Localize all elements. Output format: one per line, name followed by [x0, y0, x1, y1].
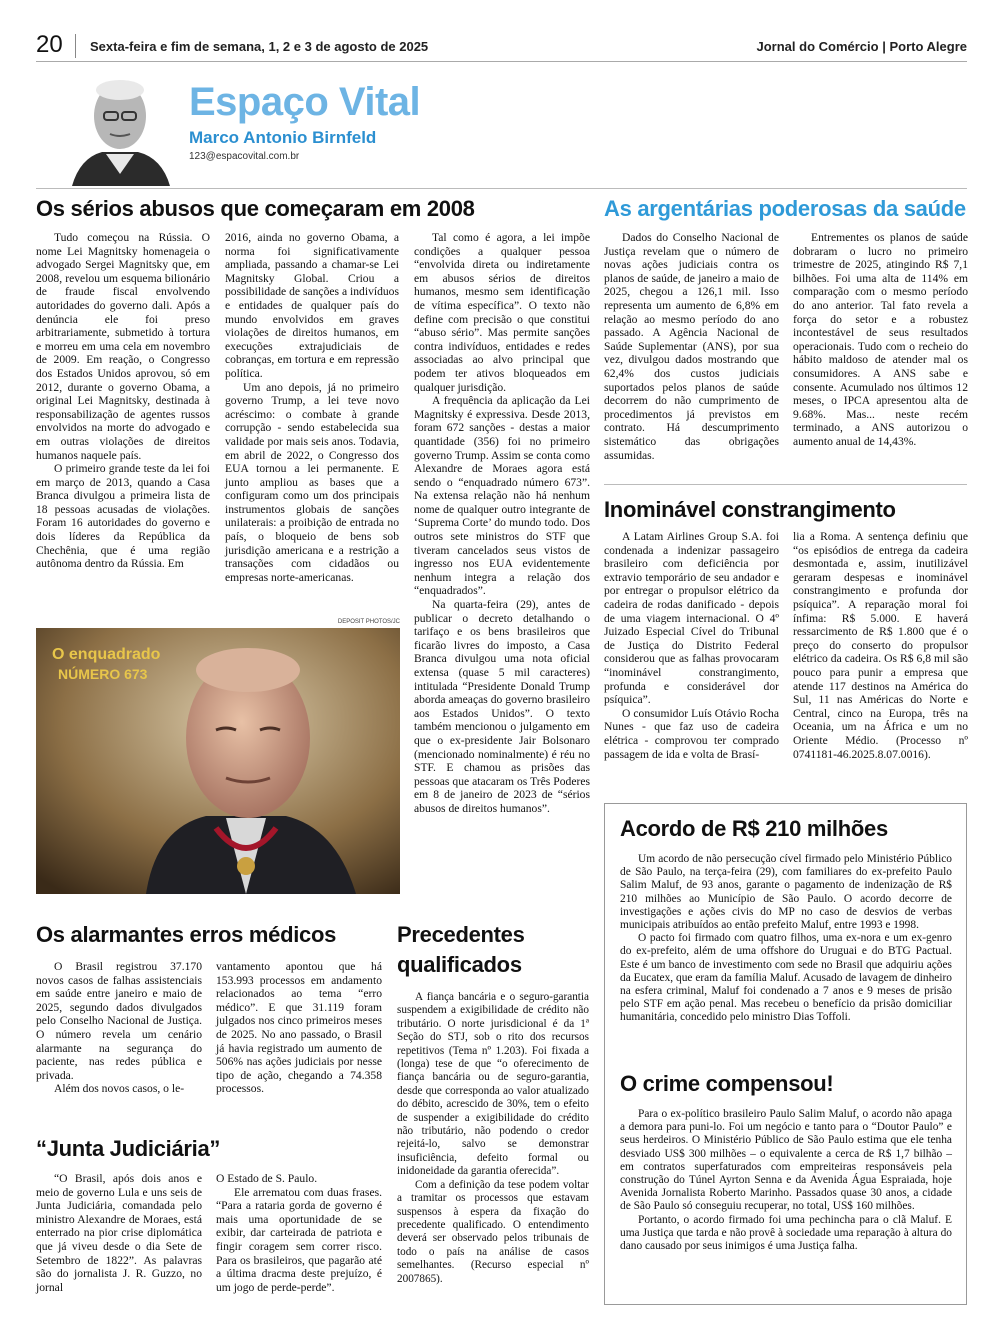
publication-name: Jornal do Comércio | Porto Alegre: [756, 39, 967, 54]
headline-unspeakable-embarrassment: Inominável constrangimento: [604, 497, 896, 522]
photo-credit: DEPOSIT PHOTOS/JC: [337, 619, 400, 625]
paragraph: Um ano depois, já no primeiro governo Trump, a lei teve novo acréscimo: o combate à grande corrupção - sendo estabelecida sua validade por mais seis anos. Todavia, em abril de 2022, o Congresso dos EUA tornou a lei permanente. E junto ampliou as bases que a configuram como um dos principais instrumentos globais de sanções unilaterais: a proibição de entrada no país, o bloqueio de bens sob jurisdição americana e a restrição a transações com cidadãos ou empresas norte-americanas.: [225, 380, 399, 584]
paragraph: 2016, ainda no governo Obama, a norma foi significativamente ampliada, passando a chamar-se Lei Magnitsky Global. Criou a possibilidade de sanções a indivíduos e entidades de qualquer país do mundo envolvidos em graves violações de direitos humanos, em execuções extrajudiciais de cobranças, em tortura e em repressão política.: [225, 231, 399, 380]
paragraph: O primeiro grande teste da lei foi em março de 2013, quando a Casa Branca divulgou a primeira lista de 18 pessoas acusadas de violações. Foram 16 autoridades do governo e dois líderes da República da Chechênia, que é uma região autônoma dentro da Rússia. Em: [36, 462, 210, 571]
paragraph: O pacto foi firmado com quatro filhos, uma ex-nora e um ex-genro do ex-prefeito, além de uma offshore do Uruguai e do BTG Pactual. Este é um banco de investimento com sede no Brasil que adquiriu ações da Eucatex, que eram da família Maluf. Acusado de lavagem de dinheiro na esfera criminal, Maluf foi condenado a 7 anos e 9 meses de prisão pelo STF em ação penal. Mas recebeu o benefício da prisão domiciliar humanitária, concedido pelo ministro Dias Toffoli.: [620, 932, 952, 1024]
paragraph: Tal como é agora, a lei impõe condições a qualquer pessoa “envolvida direta ou indiretamente em abusos sérios de direitos humanos, mesmo sem identificação de vítima específica”. O texto não define com precisão o que constitui “abuso sério”. Mas permite sanções contra indivíduos, entidades e redes associadas ao alvo principal que podem ter ativos bloqueados em qualquer jurisdição.: [414, 231, 590, 394]
portrait-photo: [36, 628, 400, 894]
article2-column1: [604, 231, 779, 462]
article8-body: [397, 991, 589, 1286]
article6-column1: [36, 960, 202, 1096]
article4-body: [620, 853, 952, 1025]
photo-caption-line2: NÚMERO 673: [58, 666, 148, 682]
paragraph: vantamento apontou que há 153.993 processos em andamento relacionados ao tema “erro médico”. E que 31.119 foram julgados nos cinco primeiros meses de 2025. No ano passado, o Brasil já havia registrado um aumento de 506% nas ações judiciais por nesse tipo de ação, chegando a 74.358 processos.: [216, 960, 382, 1096]
article7-column1: [36, 1172, 202, 1294]
paragraph: A fiança bancária e o seguro-garantia suspendem a exigibilidade de crédito não tributário. O norte jurisdicional é da 1ª Seção do STJ, sob o rito dos recursos repetitivos (Tema nº 1.203). Foi fixada a (longa) tese de que “o oferecimento de fiança bancária ou de seguro-garantia, desde que corresponda ao valor atualizado do débito, acrescido de 30%, tem o efeito de suspender a exigibilidade do crédito não tributário, não podendo o credor rejeitá-lo, salvo se demonstrar insuficiência, defeito formal ou inidoneidade da garantia oferecida”.: [397, 991, 589, 1178]
article1-column3: [414, 231, 590, 816]
paragraph: Com a definição da tese podem voltar a tramitar os processos que estavam suspensos à espera da fixação do precedente qualificado. O entendimento deverá ser observado pelos tribunais de todo o país na análise de casos semelhantes. (Recurso especial nº 2007865).: [397, 1178, 589, 1285]
paragraph: O consumidor Luís Otávio Rocha Nunes - que faz uso de cadeira elétrica - comprovou ter comprado passagem de ida e volta de Brasí-: [604, 706, 779, 761]
column-title: Espaço Vital: [189, 80, 421, 124]
paragraph: Tudo começou na Rússia. O nome Lei Magnitsky homenageia o advogado Sergei Magnitsky que, em 2008, revelou um esquema bilionário de fraude fiscal envolvendo autoridades do governo dali. Após a denúncia ele foi preso arbitrariamente, submetido à tortura e morreu em uma cela em novembro de 2009. Em reação, o Congresso dos Estados Unidos aprovou, só em 2012, durante o governo Obama, a original Lei Magnitsky, destinada à responsabilização de agentes russos envolvidos na morte do advogado e em outras violações de direitos humanos naquele país.: [36, 231, 210, 462]
paragraph: Para o ex-político brasileiro Paulo Salim Maluf, o acordo não apaga a demora para puni-lo. Foi um negócio e tanto para o “Doutor Paulo” e seus herdeiros. O Ministério Público de São Paulo estima que ele tenha desviado US$ 300 milhões – o equivalente a cerca de R$ 1,7 bilhão – em contratos superfaturados com empreiteiras responsáveis pela construção do Túnel Ayrton Senna e da Avenida Água Espraiada, hoje Avenida Jornalista Roberto Marinho. Passados quase 30 anos, a cidade de São Paulo só conseguiu recuperar, no total, US$ 160 milhões.: [620, 1108, 952, 1213]
paragraph: Além dos novos casos, o le-: [54, 1082, 185, 1096]
paragraph: Na quarta-feira (29), antes de publicar o decreto detalhando o tarifaço e os bens brasileiros que ficarão livres do imposto, a Casa Branca divulgou uma nota oficial extensa (quase 5 mil caracteres) intitulada “Presidente Donald Trump aborda ameaças do governo brasileiro aos Estados Unidos”. O texto também mencionou o julgamento em que o ex-presidente Jair Bolsonaro (mencionado nominalmente) é réu no STF. E chamou as prisões das pessoas que atacaram os Três Poderes em 8 de janeiro de 2023 de “sérios abusos de direitos humanos”.: [414, 598, 590, 815]
headline-medical-errors: Os alarmantes erros médicos: [36, 922, 337, 947]
article3-column2: [793, 530, 968, 761]
headline-crime-paid-off: O crime compensou!: [620, 1071, 834, 1096]
column-author: Marco Antonio Birnfeld: [189, 128, 377, 147]
paragraph: Portanto, o acordo firmado foi uma pechincha para o clã Maluf. E uma Justiça que tarda e não provê à sociedade uma reparação à altura do dano causado por seus inimigos é uma Justiça falha.: [620, 1213, 952, 1253]
headline-agreement: Acordo de R$ 210 milhões: [620, 816, 888, 841]
section-rule: [36, 188, 967, 189]
headline-qualified-precedents-line1: Precedentes: [397, 922, 525, 947]
paragraph: O Estado de S. Paulo.: [216, 1172, 318, 1185]
paragraph: Entrementes os planos de saúde dobraram o lucro no primeiro trimestre de 2025, atingindo R$ 7,1 bilhões. Foi uma alta de 114% em comparação com o mesmo período do ano anterior. Tal fato revela a força do setor e a robustez incontestável de seus resultados operacionais. Tudo com o recheio do hábito maldoso de atender mal os consumidores. A ANS sabe e consente. Acumulado nos últimos 12 meses, o IPCA apresentou alta de 9.68%. Mas... neste recém terminado, a ANS autorizou o aumento anual de 14,43%.: [793, 231, 968, 448]
headline-judicial-junta: “Junta Judiciária”: [36, 1136, 221, 1161]
photo-caption-line1: O enquadrado: [52, 646, 161, 663]
article1-column2: [225, 231, 399, 584]
edition-date: Sexta-feira e fim de semana, 1, 2 e 3 de agosto de 2025: [90, 39, 429, 54]
header-rule: [36, 61, 967, 62]
paragraph: Um acordo de não persecução cível firmado pelo Ministério Público de São Paulo, na terça-feira (29), com familiares do ex-prefeito Paulo Salim Maluf, de 93 anos, garante o pagamento de indenização de R$ 210 milhões ao Município de São Paulo. O acordo decorre de investigações e ações civis do MP no caso de desvios de verbas municipais atribuídos ao então prefeito Maluf, entre 1993 e 1998.: [620, 853, 952, 932]
section-rule: [604, 484, 967, 485]
paragraph: lia a Roma. A sentença definiu que “os episódios de entrega da cadeira desmontada e, assim, inutilizável geraram despesas e inominável constrangimento e profunda dor psíquica”. A reparação moral foi ínfima: R$ 5.000. E haverá ressarcimento de R$ 1.800 que é o preço do conserto do propulsor elétrico da cadeira. Os R$ 6,8 mil são pouco para punir a empresa que atende 117 destinos na América do Sul, 11 nas Américas do Norte e Central, cinco na Europa, três na Oceania, um na África e um no Oriente Médio. (Processo nº 0741181-46.2025.8.07.0016).: [793, 530, 968, 761]
author-photo: [62, 70, 178, 186]
article2-column2: [793, 231, 968, 449]
column-email[interactable]: 123@espacovital.com.br: [189, 151, 300, 162]
header-divider: [75, 34, 76, 58]
paragraph: “O Brasil, após dois anos e meio de governo Lula e uns seis de Junta Judiciária, comandada pelo ministro Alexandre de Moraes, está enterrado na pior crise diplomática que já viveu desde o dia Sete de Setembro de 1822”. As palavras são do jornalista J. R. Guzzo, no jornal: [36, 1172, 202, 1294]
paragraph: A Latam Airlines Group S.A. foi condenada a indenizar passageiro brasileiro com deficiência por extravio temporário de seu andador e por entregar o propulsor elétrico da cadeira de rodas danificado - depois de uma viagem internacional. O 4º Juizado Especial Cível do Tribunal de Justiça do Distrito Federal considerou que as falhas provocaram “inominável constrangimento, profunda e considerável dor psíquica”.: [604, 530, 779, 707]
paragraph: A frequência da aplicação da Lei Magnitsky é expressiva. Desde 2013, foram 672 sanções - destas a maior quantidade (356) foi no primeiro governo Trump. Assim se conta como Alexandre de Moraes agora está sendo o “enquadrado número 673”. Na extensa relação não há nenhum nome de qualquer outro integrante de ‘Suprema Corte’ do mundo todo. Dos outros sete ministros do STF que tiveram cancelados seus vistos de ingresso nos EUA evidentemente nenhum integra a relação dos “enquadrados”.: [414, 394, 590, 598]
headline-qualified-precedents-line2: qualificados: [397, 952, 522, 977]
paragraph: O Brasil registrou 37.170 novos casos de falhas assistenciais em saúde entre janeiro e maio de 2025, segundo dados divulgados pelo Conselho Nacional de Justiça. O número revela um cenário alarmante na segurança do paciente, nas redes pública e privada.: [36, 960, 202, 1082]
paragraph: Ele arrematou com duas frases. “Para a rataria gorda de governo é mais uma oportunidade de se exibir, dar carteirada de patriota e fingir coragem sem correr risco. Para os brasileiros, que pagarão até a última dracma deste prejuízo, é um jogo de perde-perde”.: [216, 1185, 382, 1294]
headline-health-plans: As argentárias poderosas da saúde: [604, 196, 966, 221]
page-number: 20: [36, 31, 63, 58]
headline-serious-abuses: Os sérios abusos que começaram em 2008: [36, 196, 475, 221]
paragraph: Dados do Conselho Nacional de Justiça revelam que o número de novas ações judiciais contra os planos de saúde, de janeiro a maio de 2025, chegou a 126,1 mil. Isso representa um aumento de 6,8% em relação ao mesmo período do ano passado. A Agência Nacional de Saúde Suplementar (ANS), por sua vez, divulgou dados mostrando que 62,4% dos custos judiciais suportados pelos planos de saúde decorrem do não cumprimento de procedimentos já previstos em contrato. Há descumprimento sistemático das obrigações assumidas.: [604, 231, 779, 462]
article1-column1: [36, 231, 210, 571]
article7-column2: [216, 1172, 382, 1294]
article5-body: [620, 1108, 952, 1253]
article6-column2: [216, 960, 382, 1096]
article3-column1: [604, 530, 779, 761]
